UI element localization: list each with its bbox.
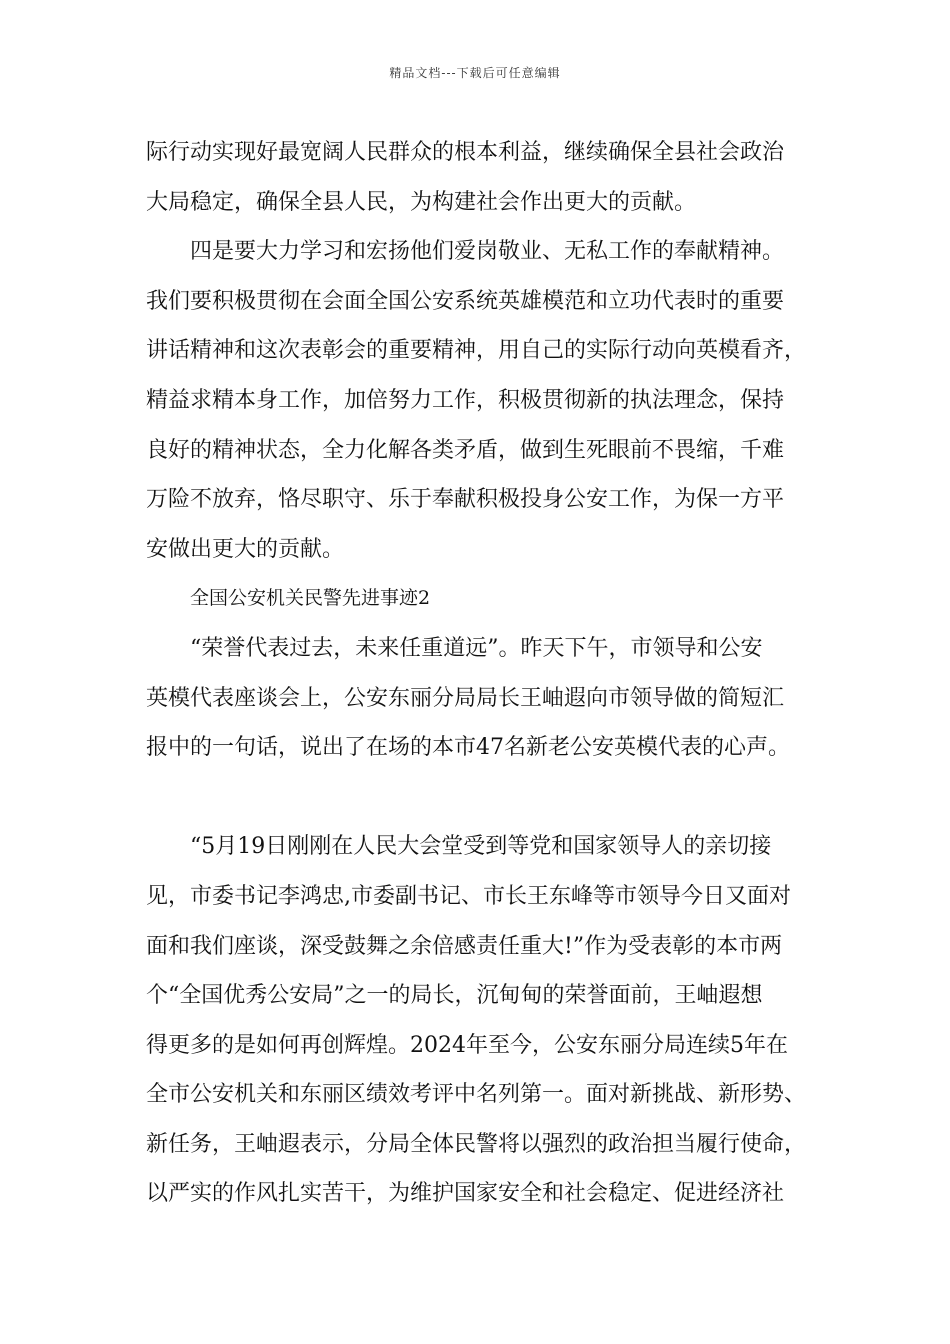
text-line: 万险不放弃，恪尽职守、乐于奉献积极投身公安工作，为保一方平: [146, 487, 785, 513]
text-line: 见，市委书记李鸿忠,市委副书记、市长王东峰等市领导今日又面对: [146, 883, 791, 909]
paragraph-start: 四是要大力学习和宏扬他们爱岗敬业、无私工作的奉献精神。: [190, 239, 785, 265]
text-line: 面和我们座谈，深受鼓舞之余倍感责任重大!”作为受表彰的本市两: [146, 933, 783, 959]
text-line: 以严实的作风扎实苦干，为维护国家安全和社会稳定、促进经济社: [146, 1181, 785, 1207]
text-line: 讲话精神和这次表彰会的重要精神，用自己的实际行动向英模看齐，: [146, 338, 807, 364]
paragraph-start: “荣誉代表过去，未来任重道远”。昨天下午，市领导和公安: [190, 635, 763, 661]
text-line: 良好的精神状态，全力化解各类矛盾，做到生死眼前不畏缩，千难: [146, 437, 785, 463]
paragraph-start: “5月19日刚刚在人民大会堂受到等党和国家领导人的亲切接: [190, 834, 772, 860]
text-line: 安做出更大的贡献。: [146, 536, 345, 562]
page-header: 精品文档---下载后可任意编辑: [389, 66, 561, 80]
document-body: [146, 128, 816, 1219]
text-line: 我们要积极贯彻在会面全国公安系统英雄模范和立功代表时的重要: [146, 288, 785, 314]
text-line: 个“全国优秀公安局”之一的局长，沉甸甸的荣誉面前，王岫遐想: [146, 983, 763, 1009]
section-title: 全国公安机关民警先进事迹2: [190, 587, 431, 610]
blank-line: [146, 773, 816, 823]
text-line: 得更多的是如何再创辉煌。2024年至今，公安东丽分局连续5年在: [146, 1032, 788, 1058]
text-line: 精益求精本身工作，加倍努力工作，积极贯彻新的执法理念，保持: [146, 387, 785, 413]
text-line: 际行动实现好最宽阔人民群众的根本利益，继续确保全县社会政治: [146, 140, 785, 165]
text-line: 新任务，王岫遐表示，分局全体民警将以强烈的政治担当履行使命，: [146, 1131, 807, 1157]
text-line: 报中的一句话，说出了在场的本市47名新老公安英模代表的心声。: [146, 735, 790, 761]
text-line: 全市公安机关和东丽区绩效考评中名列第一。面对新挑战、新形势、: [146, 1082, 807, 1108]
text-line: 大局稳定，确保全县人民，为构建社会作出更大的贡献。: [146, 189, 697, 215]
text-line: 英模代表座谈会上，公安东丽分局局长王岫遐向市领导做的简短汇: [146, 685, 785, 711]
